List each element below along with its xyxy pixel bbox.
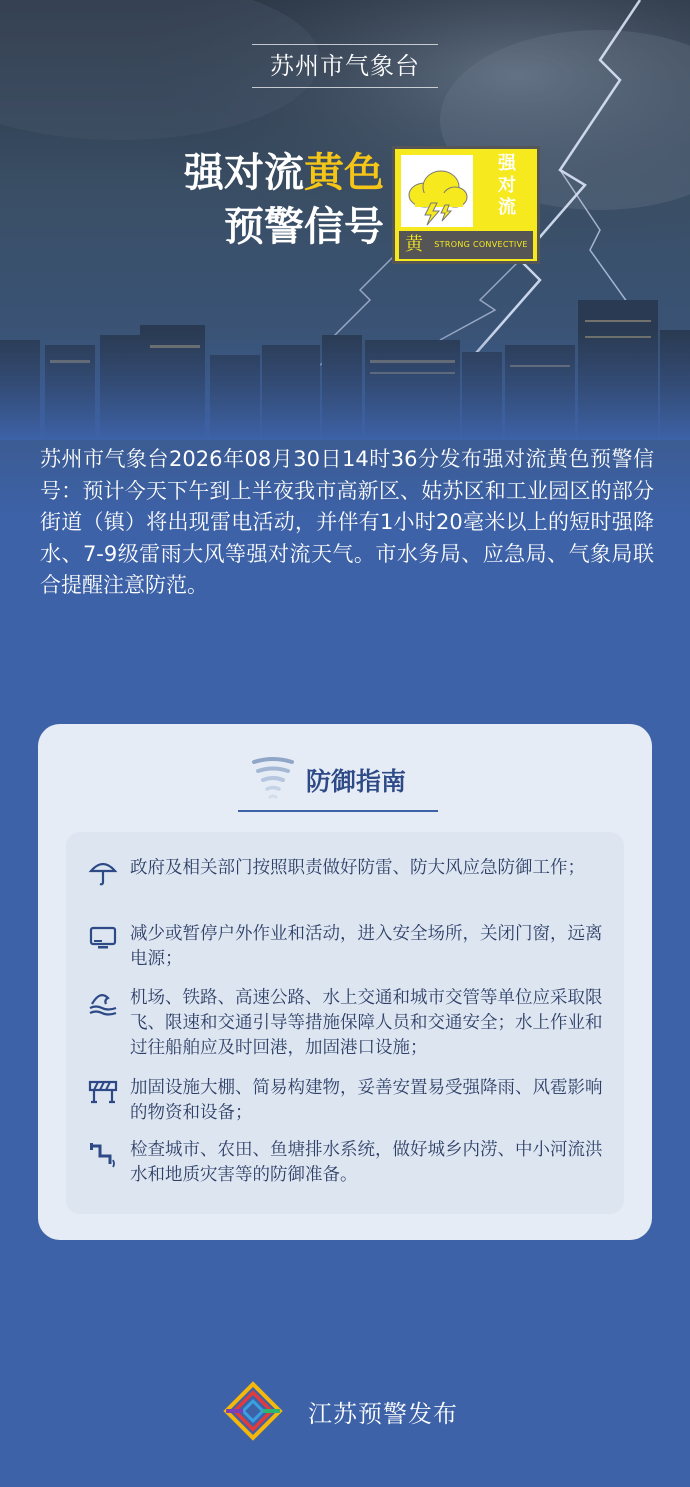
jiangsu-warning-logo [222,1380,284,1442]
warning-body-text: 苏州市气象台2026年08月30日14时36分发布强对流黄色预警信号：预计今天下午到上半夜我市高新区、姑苏区和工业园区的部分街道（镇）将出现雷电活动，并伴有1小时20毫米以上的短时强降水、7-9级雷雨大风等强对流天气。市水务局、应急局、气象局联合提醒注意防范。 [40,447,654,597]
guide-item-text: 减少或暂停户外作业和活动，进入安全场所，关闭门窗，远离电源； [130,924,603,969]
badge-english: STRONG CONVECTIVE [434,240,528,249]
guide-item-text: 检查城市、农田、鱼塘排水系统，做好城乡内涝、中小河流洪水和地质灾害等的防御准备。 [130,1140,603,1185]
signal-title [148,146,384,254]
badge-side-char-3: 流 [498,197,516,218]
barrier-icon [88,1078,118,1106]
badge-level-char: 黄 [405,234,423,255]
tornado-icon [250,756,296,806]
guide-item-text: 机场、铁路、高速公路、水上交通和城市交管等单位应采取限飞、限速和交通引导等措施保障人员和交通安全；水上作业和过往船舶应及时回港，加固港口设施； [130,988,603,1058]
guide-item-text: 政府及相关部门按照职责做好防雷、防大风应急防御工作； [130,858,585,878]
water-wave-icon [88,988,118,1016]
drain-pipe-icon [88,1140,118,1168]
warning-badge [392,146,540,264]
publisher-name: 江苏预警发布 [308,1400,458,1428]
signal-title-type: 强对流 [184,150,304,196]
defense-guide-header [38,754,652,814]
defense-guide-title: 防御指南 [306,767,407,796]
publisher-footer [222,1380,482,1444]
issuer-title: 苏州市气象台 [252,44,438,88]
badge-side-text [481,153,533,225]
badge-strip [399,231,533,259]
title-underline [238,810,438,812]
monitor-icon [88,924,118,952]
badge-side-char-2: 对 [498,175,516,196]
guide-item-text: 加固设施大棚、简易构建物，妥善安置易受强降雨、风雹影响的物资和设备； [130,1078,603,1123]
umbrella-icon [88,858,118,886]
badge-side-char-1: 强 [498,153,516,174]
defense-guide-card [38,724,652,1240]
signal-title-line1 [148,146,384,200]
defense-guide-list [66,832,624,1214]
signal-title-line2: 预警信号 [224,204,384,250]
storm-cloud-icon [401,155,473,227]
signal-title-level: 黄色 [304,150,384,196]
